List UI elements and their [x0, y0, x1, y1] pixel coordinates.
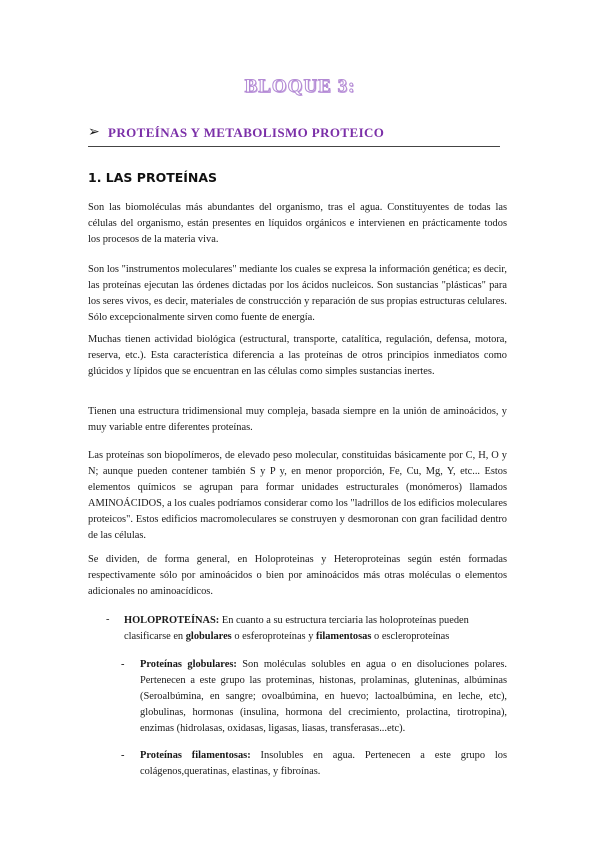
- list-dash: -: [106, 614, 110, 625]
- list-dash: -: [121, 659, 125, 670]
- section-title: PROTEÍNAS Y METABOLISMO PROTEICO: [108, 125, 385, 140]
- list-dash: -: [121, 750, 125, 761]
- paragraph-4: Tienen una estructura tridimensional muy compleja, basada siempre en la unión de aminoácidos, y muy variable entre diferentes proteínas.: [88, 406, 507, 433]
- heading-las-proteinas: 1. LAS PROTEÍNAS: [88, 170, 218, 185]
- holoproteinas-text-c: o esferoproteínas y: [231, 631, 316, 642]
- arrow-bullet-icon: ➢: [88, 124, 100, 140]
- paragraph-3: Muchas tienen actividad biológica (estructural, transporte, catalítica, regulación, defensa, motora, reserva, etc.). Esta característica diferencia a las proteínas de otros principios inmediatos como glúcidos y lípidos que se encuentran en las células como simples sustancias inertes.: [88, 334, 507, 377]
- section-heading: [88, 124, 500, 147]
- filamentosas-text: Insolubles en agua. Pertenecen a este grupo los colágenos,queratinas, elastinas, y fibroínas.: [140, 750, 507, 777]
- block-title: BLOQUE 3:: [244, 76, 356, 97]
- globulares-text: Son moléculas solubles en agua o en disoluciones polares. Pertenecen a este grupo las proteminas, histonas, prolaminas, gluteninas, albúminas (Seroalbúmina, en sangre; ovoalbúmina, en huevo; lactoalbúmina, en leche, etc), globulinas, hormonas (insulina, hormona del crecimiento, prolactina, tirotropina), enzimas (hidrolasas, oxidasas, ligasas, liasas, transferasas...etc).: [140, 659, 507, 734]
- holoproteinas-text-d: o escleroproteínas: [371, 631, 450, 642]
- proteinas-globulares-item: [140, 657, 507, 737]
- paragraph-1: Son las biomoléculas más abundantes del organismo, tras el agua. Constituyentes de todas las células del organismo, están presentes en líquidos orgánicos e intervienen en prácticamente todos los procesos de la materia viva.: [88, 202, 507, 245]
- proteinas-filamentosas-item: [140, 748, 507, 780]
- holoproteinas-text-b: clasificarse en: [124, 631, 186, 642]
- filamentosas-term: filamentosas: [316, 631, 372, 642]
- filamentosas-label: Proteínas filamentosas:: [140, 750, 251, 761]
- paragraph-6: Se dividen, de forma general, en Holoproteinas y Heteroproteinas según estén formadas respectivamente sólo por aminoácidos o bien por aminoácidos más otras moléculas o elementos adicionales no aminoacídicos.: [88, 554, 507, 597]
- globulares-label: Proteínas globulares:: [140, 659, 237, 670]
- globulares-term: globulares: [185, 631, 232, 642]
- holoproteinas-text-a: En cuanto a su estructura terciaria las holoproteínas pueden: [219, 615, 469, 626]
- holoproteinas-label: HOLOPROTEÍNAS:: [124, 615, 220, 626]
- paragraph-2: Son los "instrumentos moleculares" mediante los cuales se expresa la información genética; es decir, las proteínas ejecutan las órdenes dictadas por los ácidos nucleicos. Son sustancias "plásticas" para los seres vivos, es decir, materiales de construcción y reparación de sus propias estructuras celulares. Sólo excepcionalmente sirven como fuente de energía.: [88, 264, 507, 323]
- holoproteinas-item: [124, 613, 507, 645]
- paragraph-5: Las proteínas son biopolímeros, de elevado peso molecular, constituidas básicamente por C, H, O y N; aunque pueden contener también S y P y, en menor proporción, Fe, Cu, Mg, Y, etc... Estos elementos químicos se agrupan para formar unidades estructurales (monómeros) llamados AMINOÁCIDOS, a los cuales podríamos considerar como los "ladrillos de los edificios moleculares proteicos". Estos edificios macromoleculares se construyen y desmoronan con gran facilidad dentro de las células.: [88, 450, 507, 541]
